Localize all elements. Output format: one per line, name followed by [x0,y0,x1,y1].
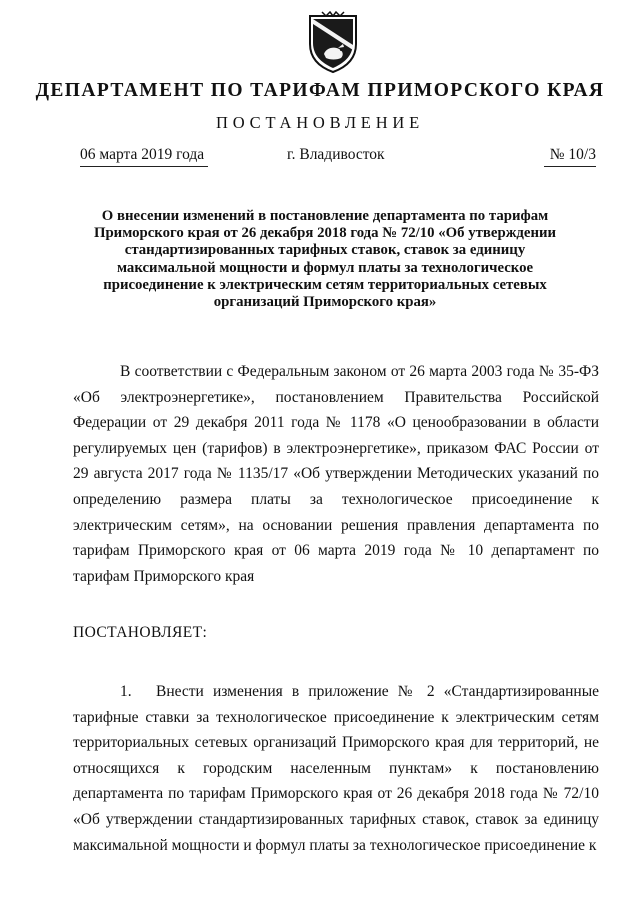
department-name: ДЕПАРТАМЕНТ ПО ТАРИФАМ ПРИМОРСКОГО КРАЯ [35,80,605,101]
resolve-heading: ПОСТАНОВЛЯЕТ: [73,624,208,641]
item-1-paragraph [73,679,599,858]
number-underline [544,166,596,167]
document-type: ПОСТАНОВЛЕНИЕ [216,113,424,132]
document-date: 06 марта 2019 года [80,146,205,163]
item-1-text: Внести изменения в приложение № 2 «Стандартизированные тарифные ставки за технологическое присоединение к электрическим сетям территориальных сетевых организаций Приморского края для территорий, не относящихся к городским населенным пунктам» к постановлению департамента по тарифам Приморского края от 26 декабря 2018 года № 72/10 «Об утверждении стандартизированных тарифных ставок, ставок за единицу максимальной мощности и формул платы за технологическое присоединение к [73,683,599,854]
document-title: О внесении изменений в постановление департамента по тарифам Приморского края от 26 декабря 2018 года № 72/10 «Об утверждении стандартизированных тарифных ставок, ставок за единицу максимальной мощности и формул платы за технологическое присоединение к электрическим сетям территориальных сетевых организаций Приморского края» [93,208,557,311]
coat-of-arms-primorsky-krai-icon [304,10,362,74]
document-city: г. Владивосток [287,146,385,163]
item-1-number: 1. [120,683,132,700]
date-underline [80,166,208,167]
document-number: № 10/3 [549,146,596,163]
preamble-text: В соответствии с Федеральным законом от 26 марта 2003 года № 35-ФЗ «Об электроэнергетике», постановлением Правительства Российской Федерации от 29 декабря 2011 года № 1178 «О ценообразовании в области регулируемых цен (тарифов) в электроэнергетике», приказом ФАС России от 29 августа 2017 года № 1135/17 «Об утверждении Методических указаний по определению размера платы за технологическое присоединение к электрическим сетям», на основании решения правления департамента по тарифам Приморского края от 06 марта 2019 года № 10 департамент по тарифам Приморского края [73,363,599,585]
preamble-paragraph [73,359,599,589]
